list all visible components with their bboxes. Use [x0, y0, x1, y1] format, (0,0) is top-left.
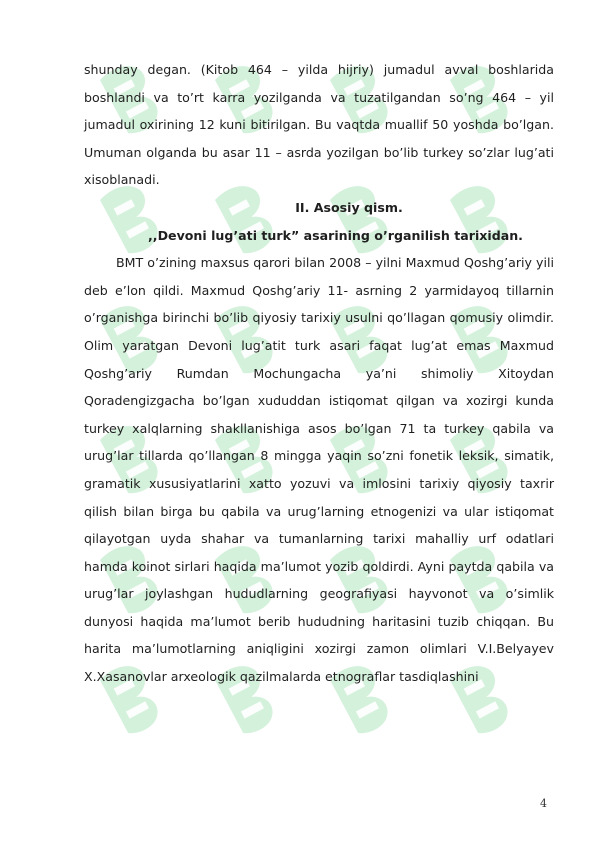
page-content: [84, 56, 554, 691]
intro-paragraph: shunday degan. (Kitob 464 – yilda hijriy) jumadul avval boshlarida boshlandi va to’rt karra yozilganda va tuzatilgandan so’ng 464 – yil jumadul oxirining 12 kuni bitirilgan. Bu vaqtda muallif 50 yoshda bo’lgan. Umuman olganda bu asar 11 – asrda yozilgan bo’lib turkey so’zlar lug’ati xisoblanadi.: [84, 62, 554, 188]
subsection-heading: ,,Devoni lug’ati turk” asarining o’rganilish tarixidan.: [148, 227, 523, 243]
page-number: 4: [540, 797, 547, 810]
main-paragraph: BMT o’zining maxsus qarori bilan 2008 – yilni Maxmud Qoshg’ariy yili deb e’lon qildi. Maxmud Qoshg’ariy 11- asrning 2 yarmidayoq tillarnin o’rganishga birinchi bo’lib qiyosiy tarixiy usulni qo’llagan qomusiy olimdir. Olim yaratgan Devoni lug’atit turk asari faqat lug’at emas Maxmud Qoshg’ariy Rumdan Mochungacha ya’ni shimoliy Xitoydan Qoradengizgacha bo’lgan xududdan istiqomat qilgan va xozirgi kunda turkey xalqlarning shakllanishiga asos bo’lgan 71 ta turkey qabila va urug’lar tillarda qo’llangan 8 mingga yaqin so’zni fonetik leksik, simatik, gramatik xususiyatlarini xatto yozuvi va imlosini tarixiy qiyosiy taxrir qilish bilan birga bu qabila va urug’larning etnogenizi va ular istiqomat qilayotgan uyda shahar va tumanlarning tarixi mahalliy urf odatlari hamda koinot sirlari haqida ma’lumot yozib qoldirdi. Ayni paytda qabila va urug’lar joylashgan hududlarning geografiyasi hayvonot va o’simlik dunyosi haqida ma’lumot berib hududning haritasini tuzib chiqqan. Bu harita ma’lumotlarning aniqligini xozirgi zamon olimlari V.I.Belyayev X.Xasanovlar arxeologik qazilmalarda etnograflar tasdiqlashini: [84, 255, 554, 685]
section-heading: II. Asosiy qism.: [295, 199, 403, 215]
